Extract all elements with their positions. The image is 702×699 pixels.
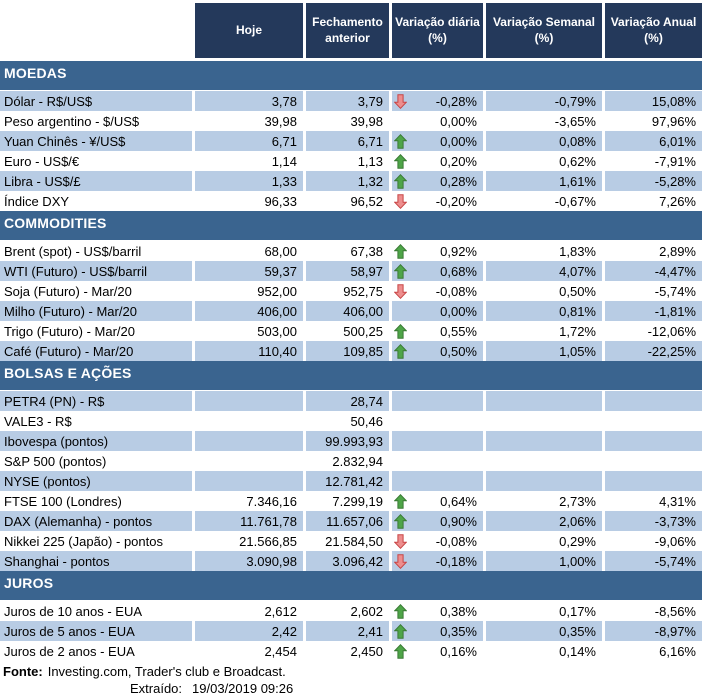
- hoje-cell: 96,33: [195, 191, 306, 211]
- row-label-cell: Yuan Chinês - ¥/US$: [0, 131, 195, 151]
- variacao-anual-cell: -7,91%: [654, 153, 696, 169]
- variacao-semanal-cell: 0,14%: [486, 641, 605, 661]
- up-arrow-icon: [394, 154, 407, 169]
- fechamento-anterior-cell: 96,52: [306, 191, 392, 211]
- table-row: [0, 391, 702, 411]
- table-header-row: [0, 3, 702, 58]
- table-row: [0, 151, 702, 171]
- fechamento-anterior-cell: 58,97: [306, 261, 392, 281]
- row-label-cell: Dólar - R$/US$: [0, 91, 195, 111]
- variacao-semanal-cell: -0,67%: [486, 191, 605, 211]
- variacao-anual-cell: -5,74%: [605, 551, 702, 571]
- variacao-diaria-cell: [392, 91, 486, 111]
- column-header-variacao-semanal: Variação Semanal (%): [486, 3, 605, 58]
- variacao-semanal-cell: 1,05%: [486, 341, 605, 361]
- table-row: [0, 241, 702, 261]
- up-arrow-icon: [394, 264, 407, 279]
- variacao-semanal-cell: 0,08%: [486, 131, 605, 151]
- hoje-cell: 503,00: [195, 321, 306, 341]
- variacao-diaria-cell: [392, 431, 486, 451]
- fechamento-anterior-cell: 50,46: [306, 411, 392, 431]
- down-arrow-icon: [394, 284, 407, 299]
- variacao-diaria-cell: [392, 281, 486, 301]
- variacao-anual-cell: 2,89%: [659, 243, 696, 259]
- variacao-anual-cell: 6,01%: [605, 131, 702, 151]
- hoje-cell: 11.761,78: [195, 511, 306, 531]
- hoje-cell: 68,00: [195, 241, 306, 261]
- variacao-diaria-cell: [392, 241, 486, 261]
- variacao-semanal-cell: [486, 411, 605, 431]
- extracted-value: 19/03/2019 09:26: [192, 681, 294, 696]
- fechamento-anterior-cell: 3.096,42: [306, 551, 392, 571]
- variacao-diaria-cell: [392, 131, 486, 151]
- row-label-cell: Café (Futuro) - Mar/20: [0, 341, 195, 361]
- variacao-anual-cell: 15,08%: [605, 91, 702, 111]
- hoje-cell: 39,98: [195, 111, 306, 131]
- variacao-semanal-cell: 2,73%: [486, 491, 605, 511]
- table-row: [0, 301, 702, 321]
- fechamento-anterior-cell: 500,25: [306, 321, 392, 341]
- variacao-anual-cell: -9,06%: [654, 533, 696, 549]
- table-row: [0, 641, 702, 661]
- up-arrow-icon: [394, 604, 407, 619]
- fechamento-anterior-cell: 6,71: [306, 131, 392, 151]
- section-header: BOLSAS E AÇÕES: [0, 361, 702, 391]
- hoje-cell: [195, 451, 306, 471]
- hoje-cell: [195, 431, 306, 451]
- variacao-diaria-value: 0,00%: [440, 113, 477, 129]
- fechamento-anterior-cell: 3,79: [306, 91, 392, 111]
- variacao-diaria-cell: [392, 531, 486, 551]
- variacao-semanal-cell: [486, 451, 605, 471]
- table-row: [0, 341, 702, 361]
- variacao-diaria-cell: [392, 511, 486, 531]
- variacao-semanal-cell: -0,79%: [486, 91, 605, 111]
- hoje-cell: 2,612: [195, 601, 306, 621]
- row-label-cell: Soja (Futuro) - Mar/20: [0, 281, 195, 301]
- table-row: [0, 491, 702, 511]
- table-row: [0, 261, 702, 281]
- row-label-cell: Peso argentino - $/US$: [0, 111, 195, 131]
- table-row: [0, 551, 702, 571]
- variacao-diaria-value: 0,00%: [440, 133, 477, 149]
- up-arrow-icon: [394, 324, 407, 339]
- section-header: MOEDAS: [0, 61, 702, 91]
- variacao-diaria-value: 0,28%: [440, 173, 477, 189]
- table-row: [0, 621, 702, 641]
- row-label-cell: Juros de 2 anos - EUA: [0, 641, 195, 661]
- source-label: Fonte:: [3, 664, 43, 679]
- up-arrow-icon: [394, 174, 407, 189]
- variacao-semanal-cell: 4,07%: [486, 261, 605, 281]
- extracted-line: [130, 681, 702, 696]
- variacao-semanal-cell: 0,29%: [486, 531, 605, 551]
- variacao-diaria-cell: [392, 471, 486, 491]
- variacao-anual-cell: -4,47%: [605, 261, 702, 281]
- variacao-diaria-cell: [392, 191, 486, 211]
- variacao-semanal-cell: [486, 431, 605, 451]
- variacao-anual-cell: [605, 451, 702, 471]
- variacao-diaria-value: 0,92%: [440, 243, 477, 259]
- up-arrow-icon: [394, 494, 407, 509]
- table-row: [0, 511, 702, 531]
- hoje-cell: 952,00: [195, 281, 306, 301]
- hoje-cell: [195, 411, 306, 431]
- variacao-diaria-cell: [392, 641, 486, 661]
- hoje-cell: 2,454: [195, 641, 306, 661]
- up-arrow-icon: [394, 514, 407, 529]
- row-label-cell: NYSE (pontos): [0, 471, 195, 491]
- column-header-variacao-anual: Variação Anual (%): [605, 3, 702, 58]
- variacao-diaria-value: 0,90%: [440, 513, 477, 529]
- variacao-diaria-cell: [392, 621, 486, 641]
- variacao-diaria-cell: [392, 301, 486, 321]
- variacao-anual-cell: -1,81%: [605, 301, 702, 321]
- hoje-cell: 1,33: [195, 171, 306, 191]
- fechamento-anterior-cell: 2,41: [306, 621, 392, 641]
- hoje-cell: [195, 471, 306, 491]
- row-label-cell: Libra - US$/£: [0, 171, 195, 191]
- source-text: Investing.com, Trader's club e Broadcast.: [47, 664, 286, 679]
- variacao-diaria-cell: [392, 151, 486, 171]
- variacao-diaria-cell: [392, 491, 486, 511]
- variacao-anual-cell: 6,16%: [659, 643, 696, 659]
- variacao-anual-cell: 97,96%: [651, 113, 696, 129]
- variacao-anual-cell: -12,06%: [647, 323, 696, 339]
- row-label-cell: Brent (spot) - US$/barril: [0, 241, 195, 261]
- section-header: JUROS: [0, 571, 702, 601]
- fechamento-anterior-cell: 39,98: [306, 111, 392, 131]
- table-row: [0, 601, 702, 621]
- table-row: [0, 111, 702, 131]
- fechamento-anterior-cell: 99.993,93: [306, 431, 392, 451]
- variacao-diaria-value: 0,50%: [440, 343, 477, 359]
- up-arrow-icon: [394, 134, 407, 149]
- variacao-diaria-value: -0,20%: [435, 193, 477, 209]
- variacao-diaria-value: -0,28%: [435, 93, 477, 109]
- row-label-cell: Shanghai - pontos: [0, 551, 195, 571]
- table-row: [0, 131, 702, 151]
- row-label-cell: DAX (Alemanha) - pontos: [0, 511, 195, 531]
- no-arrow-spacer: [394, 304, 407, 319]
- table-row: [0, 321, 702, 341]
- hoje-cell: 6,71: [195, 131, 306, 151]
- variacao-diaria-cell: [392, 451, 486, 471]
- variacao-diaria-cell: [392, 411, 486, 431]
- variacao-semanal-cell: 0,62%: [486, 151, 605, 171]
- variacao-anual-cell: -3,73%: [605, 511, 702, 531]
- fechamento-anterior-cell: 2,602: [306, 601, 392, 621]
- table-row: [0, 531, 702, 551]
- down-arrow-icon: [394, 194, 407, 209]
- hoje-cell: 3,78: [195, 91, 306, 111]
- row-label-cell: Milho (Futuro) - Mar/20: [0, 301, 195, 321]
- variacao-diaria-cell: [392, 551, 486, 571]
- variacao-diaria-cell: [392, 601, 486, 621]
- table-row: [0, 171, 702, 191]
- fechamento-anterior-cell: 952,75: [306, 281, 392, 301]
- fechamento-anterior-cell: 28,74: [306, 391, 392, 411]
- corner-cell: [0, 3, 195, 58]
- variacao-diaria-cell: [392, 321, 486, 341]
- variacao-semanal-cell: -3,65%: [486, 111, 605, 131]
- extracted-label: Extraído:: [130, 681, 183, 696]
- down-arrow-icon: [394, 94, 407, 109]
- variacao-semanal-cell: 0,50%: [486, 281, 605, 301]
- section-header: COMMODITIES: [0, 211, 702, 241]
- variacao-semanal-cell: [486, 471, 605, 491]
- variacao-anual-cell: [605, 431, 702, 451]
- table-row: [0, 451, 702, 471]
- row-label-cell: FTSE 100 (Londres): [0, 491, 195, 511]
- table-row: [0, 91, 702, 111]
- variacao-anual-cell: 4,31%: [659, 493, 696, 509]
- row-label-cell: WTI (Futuro) - US$/barril: [0, 261, 195, 281]
- hoje-cell: 110,40: [195, 341, 306, 361]
- variacao-diaria-value: 0,00%: [440, 303, 477, 319]
- variacao-diaria-cell: [392, 171, 486, 191]
- variacao-diaria-cell: [392, 261, 486, 281]
- variacao-diaria-value: -0,08%: [435, 283, 477, 299]
- variacao-semanal-cell: [486, 391, 605, 411]
- hoje-cell: 59,37: [195, 261, 306, 281]
- variacao-semanal-cell: 0,81%: [486, 301, 605, 321]
- variacao-anual-cell: [605, 471, 702, 491]
- variacao-anual-cell: -22,25%: [605, 341, 702, 361]
- no-arrow-spacer: [394, 414, 407, 429]
- no-arrow-spacer: [394, 434, 407, 449]
- variacao-diaria-value: -0,08%: [435, 533, 477, 549]
- no-arrow-spacer: [394, 394, 407, 409]
- variacao-anual-cell: [605, 391, 702, 411]
- variacao-diaria-value: 0,20%: [440, 153, 477, 169]
- variacao-semanal-cell: 1,00%: [486, 551, 605, 571]
- table-row: [0, 191, 702, 211]
- fechamento-anterior-cell: 67,38: [306, 241, 392, 261]
- variacao-diaria-cell: [392, 111, 486, 131]
- variacao-semanal-cell: 2,06%: [486, 511, 605, 531]
- no-arrow-spacer: [394, 474, 407, 489]
- column-header-variacao-diaria: Variação diária (%): [392, 3, 486, 58]
- table-row: [0, 411, 702, 431]
- table-body: [0, 61, 702, 661]
- fechamento-anterior-cell: 406,00: [306, 301, 392, 321]
- variacao-diaria-value: 0,35%: [440, 623, 477, 639]
- variacao-anual-cell: -8,56%: [654, 603, 696, 619]
- up-arrow-icon: [394, 344, 407, 359]
- row-label-cell: Nikkei 225 (Japão) - pontos: [0, 531, 195, 551]
- table-row: [0, 281, 702, 301]
- row-label-cell: PETR4 (PN) - R$: [0, 391, 195, 411]
- variacao-semanal-cell: 0,35%: [486, 621, 605, 641]
- row-label-cell: Euro - US$/€: [0, 151, 195, 171]
- variacao-diaria-value: 0,64%: [440, 493, 477, 509]
- row-label-cell: Trigo (Futuro) - Mar/20: [0, 321, 195, 341]
- hoje-cell: 3.090,98: [195, 551, 306, 571]
- table-row: [0, 431, 702, 451]
- down-arrow-icon: [394, 534, 407, 549]
- up-arrow-icon: [394, 624, 407, 639]
- variacao-diaria-value: -0,18%: [435, 553, 477, 569]
- hoje-cell: 7.346,16: [195, 491, 306, 511]
- fechamento-anterior-cell: 109,85: [306, 341, 392, 361]
- variacao-diaria-value: 0,38%: [440, 603, 477, 619]
- row-label-cell: Juros de 5 anos - EUA: [0, 621, 195, 641]
- row-label-cell: Índice DXY: [0, 191, 195, 211]
- variacao-anual-cell: 7,26%: [659, 193, 696, 209]
- column-header-hoje: Hoje: [195, 3, 306, 58]
- down-arrow-icon: [394, 554, 407, 569]
- row-label-cell: S&P 500 (pontos): [0, 451, 195, 471]
- hoje-cell: 406,00: [195, 301, 306, 321]
- variacao-diaria-cell: [392, 391, 486, 411]
- fechamento-anterior-cell: 1,32: [306, 171, 392, 191]
- variacao-semanal-cell: 1,83%: [486, 241, 605, 261]
- no-arrow-spacer: [394, 114, 407, 129]
- variacao-anual-cell: [605, 411, 702, 431]
- fechamento-anterior-cell: 7.299,19: [306, 491, 392, 511]
- hoje-cell: 21.566,85: [195, 531, 306, 551]
- row-label-cell: VALE3 - R$: [0, 411, 195, 431]
- variacao-semanal-cell: 1,61%: [486, 171, 605, 191]
- variacao-anual-cell: -5,74%: [654, 283, 696, 299]
- source-line: [3, 664, 702, 679]
- hoje-cell: 2,42: [195, 621, 306, 641]
- no-arrow-spacer: [394, 454, 407, 469]
- fechamento-anterior-cell: 21.584,50: [306, 531, 392, 551]
- row-label-cell: Ibovespa (pontos): [0, 431, 195, 451]
- variacao-diaria-value: 0,55%: [440, 323, 477, 339]
- fechamento-anterior-cell: 11.657,06: [306, 511, 392, 531]
- fechamento-anterior-cell: 2,450: [306, 641, 392, 661]
- hoje-cell: 1,14: [195, 151, 306, 171]
- variacao-anual-cell: -8,97%: [605, 621, 702, 641]
- fechamento-anterior-cell: 2.832,94: [306, 451, 392, 471]
- variacao-diaria-value: 0,16%: [440, 643, 477, 659]
- variacao-diaria-value: 0,68%: [440, 263, 477, 279]
- fechamento-anterior-cell: 12.781,42: [306, 471, 392, 491]
- up-arrow-icon: [394, 244, 407, 259]
- up-arrow-icon: [394, 644, 407, 659]
- variacao-semanal-cell: 1,72%: [486, 321, 605, 341]
- variacao-diaria-cell: [392, 341, 486, 361]
- fechamento-anterior-cell: 1,13: [306, 151, 392, 171]
- column-header-fechamento-anterior: Fechamento anterior: [306, 3, 392, 58]
- hoje-cell: [195, 391, 306, 411]
- table-footer: [0, 664, 702, 696]
- table-row: [0, 471, 702, 491]
- variacao-semanal-cell: 0,17%: [486, 601, 605, 621]
- row-label-cell: Juros de 10 anos - EUA: [0, 601, 195, 621]
- variacao-anual-cell: -5,28%: [605, 171, 702, 191]
